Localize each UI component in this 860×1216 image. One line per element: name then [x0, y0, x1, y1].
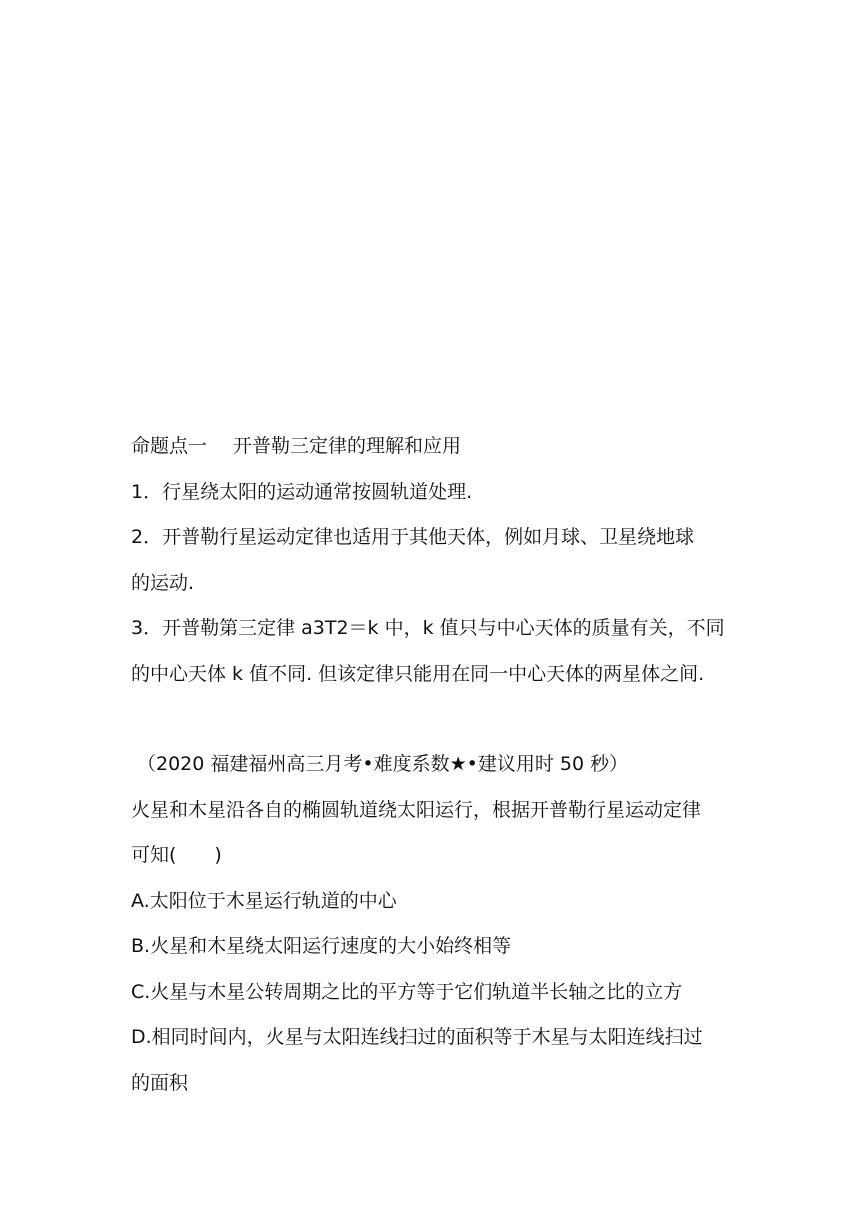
option-a: A.太阳位于木星运行轨道的中心	[131, 889, 397, 912]
option-d-line-2: 的面积	[131, 1071, 189, 1094]
question-stem-line-2: 可知( )	[131, 844, 222, 866]
question-stem-line-1: 火星和木星沿各自的椭圆轨道绕太阳运行，根据开普勒行星运动定律	[131, 798, 702, 821]
point-2-line-1: 2．开普勒行星运动定律也适用于其他天体，例如月球、卫星绕地球	[131, 526, 695, 548]
option-b: B.火星和木星绕太阳运行速度的大小始终相等	[131, 935, 512, 957]
section-heading-prefix: 命题点一	[131, 435, 208, 457]
point-1: 1．行星绕太阳的运动通常按圆轨道处理.	[131, 480, 473, 503]
point-3-line-1: 3．开普勒第三定律 a3T2＝k 中，k 值只与中心天体的质量有关，不同	[131, 617, 725, 639]
option-d-line-1: D.相同时间内，火星与太阳连线扫过的面积等于木星与太阳连线扫过	[131, 1026, 703, 1048]
document-content	[131, 424, 741, 1106]
point-3-line-2: 的中心天体 k 值不同. 但该定律只能用在同一中心天体的两星体之间.	[131, 662, 705, 685]
point-2-line-2: 的运动.	[131, 571, 195, 594]
question-source: （2020 福建福州高三月考•难度系数★•建议用时 50 秒）	[137, 753, 629, 775]
section-heading	[131, 424, 741, 470]
option-c: C.火星与木星公转周期之比的平方等于它们轨道半长轴之比的立方	[131, 980, 683, 1003]
section-heading-text: 开普勒三定律的理解和应用	[233, 435, 462, 457]
